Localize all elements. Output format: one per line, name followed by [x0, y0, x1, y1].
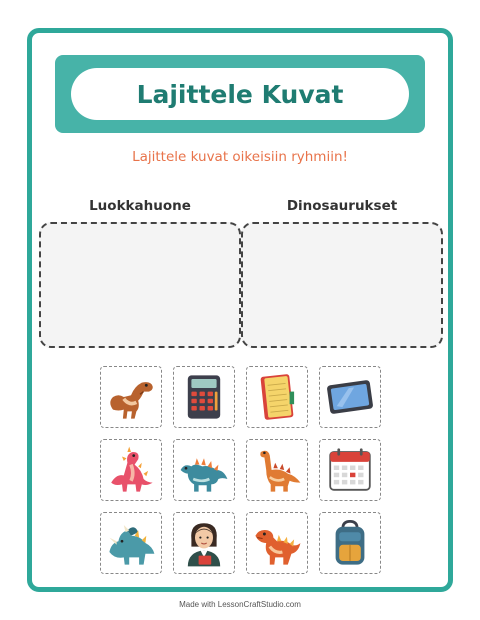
sort-card[interactable]: [319, 439, 381, 501]
sort-card[interactable]: [246, 366, 308, 428]
title-pill: [71, 68, 409, 120]
category-label-classroom: Luokkahuone: [89, 198, 191, 214]
sort-card[interactable]: [100, 439, 162, 501]
orange-dinosaur-icon: [250, 516, 304, 570]
category-label-dinosaurs: Dinosaurukset: [286, 198, 398, 214]
teacher-icon: [177, 516, 231, 570]
notebook-icon: [250, 370, 304, 424]
title-banner: [55, 55, 425, 133]
backpack-icon: [323, 516, 377, 570]
brachiosaurus-icon: [250, 443, 304, 497]
triceratops-icon: [104, 516, 158, 570]
sort-card[interactable]: [246, 512, 308, 574]
sort-card[interactable]: [319, 366, 381, 428]
calculator-icon: [177, 370, 231, 424]
sort-card[interactable]: [173, 366, 235, 428]
sort-card[interactable]: [100, 366, 162, 428]
tablet-icon: [323, 370, 377, 424]
footer-credit: Made with LessonCraftStudio.com: [179, 600, 301, 609]
calendar-icon: [323, 443, 377, 497]
instructions: Lajittele kuvat oikeisiin ryhmiin!: [132, 149, 348, 165]
drop-zone-classroom[interactable]: [39, 222, 241, 348]
pink-dinosaur-icon: [104, 443, 158, 497]
page-title: Lajittele Kuvat: [136, 79, 344, 109]
sort-card[interactable]: [100, 512, 162, 574]
drop-zone-dinosaurs[interactable]: [241, 222, 443, 348]
t-rex-dinosaur-icon: [104, 370, 158, 424]
sort-card[interactable]: [319, 512, 381, 574]
sort-card[interactable]: [173, 512, 235, 574]
blue-spiky-dinosaur-icon: [177, 443, 231, 497]
sort-card[interactable]: [246, 439, 308, 501]
sort-card[interactable]: [173, 439, 235, 501]
